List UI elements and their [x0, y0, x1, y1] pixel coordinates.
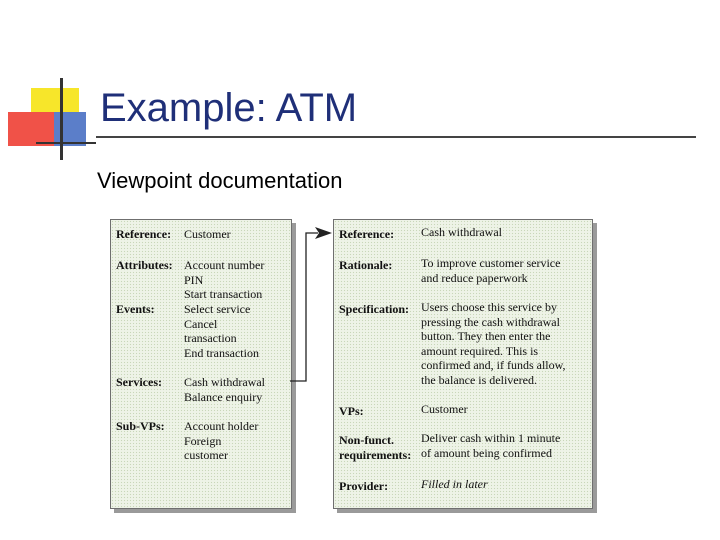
slide-subtitle: Viewpoint documentation [97, 168, 343, 193]
event-item: End transaction [184, 345, 259, 360]
provider-label: Provider: [339, 479, 389, 493]
service-item: Balance enquiry [184, 389, 263, 404]
provider-value: Filled in later [421, 477, 488, 491]
specification-line: the balance is delivered. [421, 372, 537, 387]
specification-label: Specification: [339, 302, 409, 316]
event-item: Cancel [184, 316, 218, 331]
attribute-item: PIN [184, 272, 204, 287]
subvp-item: Account holder [184, 419, 259, 433]
subvp-item: Foreign [184, 433, 222, 448]
specification-line: pressing the cash withdrawal [421, 314, 560, 329]
reference-label: Reference: [116, 227, 172, 241]
vps-label: VPs: [339, 404, 364, 418]
events-label: Events: [116, 302, 155, 316]
reference-label: Reference: [339, 227, 395, 241]
rationale-label: Rationale: [339, 258, 393, 272]
subvps-label: Sub-VPs: [116, 419, 165, 433]
reference-value: Customer [184, 227, 231, 241]
rationale-line: and reduce paperwork [421, 270, 528, 285]
specification-line: Users choose this service by [421, 300, 557, 314]
nonfunct-line: of amount being confirmed [421, 445, 552, 460]
attributes-label: Attributes: [116, 258, 173, 272]
attribute-item: Account number [184, 258, 265, 272]
specification-line: button. They then enter the [421, 329, 551, 343]
nonfunct-label-line: Non-funct. [339, 433, 395, 447]
attribute-item: Start transaction [184, 287, 263, 301]
nonfunct-line: Deliver cash within 1 minute [421, 431, 561, 445]
reference-value: Cash withdrawal [421, 225, 502, 239]
event-item: Select service [184, 302, 251, 316]
rationale-line: To improve customer service [421, 256, 561, 270]
specification-line: amount required. This is [421, 343, 539, 358]
subvp-item: customer [184, 448, 228, 462]
vps-value: Customer [421, 402, 468, 416]
nonfunct-label-line: requirements: [339, 447, 412, 462]
service-item: Cash withdrawal [184, 375, 265, 389]
event-item: transaction [184, 331, 237, 345]
specification-line: confirmed and, if funds allow, [421, 358, 566, 372]
services-label: Services: [116, 375, 162, 389]
slide-title: Example: ATM [100, 86, 358, 130]
